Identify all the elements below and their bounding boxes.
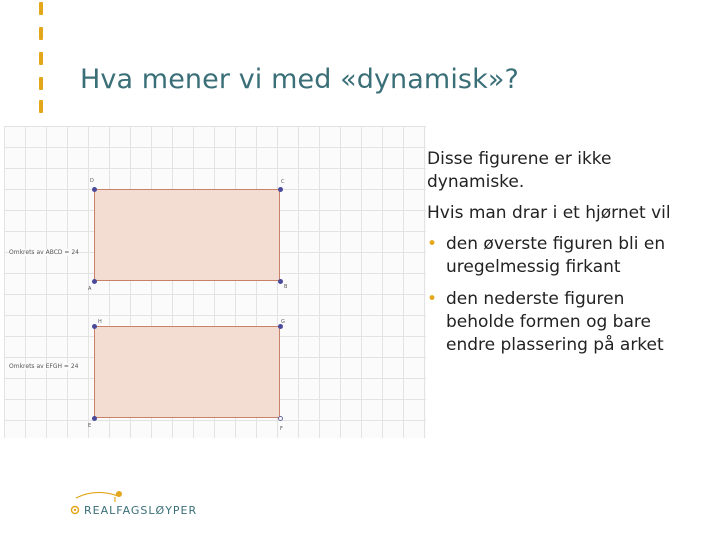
perimeter-efgh: Omkrets av EFGH = 24 (9, 363, 79, 370)
rectangle-abcd (94, 189, 280, 281)
list-item: • den nederste figuren beholde formen og bare endre plassering på arket (427, 289, 664, 355)
point-d (92, 187, 97, 192)
label-a: A (88, 286, 92, 292)
label-e: E (88, 423, 92, 429)
slide-body (427, 148, 682, 366)
rectangle-efgh (94, 326, 280, 418)
list-item: • den øverste figuren bli en uregelmessig firkant (427, 234, 666, 277)
label-g: G (281, 319, 285, 325)
bullet-icon: • (427, 234, 438, 254)
label-h: H (98, 319, 102, 325)
intro-text: Disse figurene er ikke dynamiske. (427, 149, 612, 192)
perimeter-abcd: Omkrets av ABCD = 24 (9, 249, 79, 256)
point-f (278, 416, 283, 421)
geogebra-screenshot (4, 126, 426, 438)
point-h (92, 324, 97, 329)
label-b: B (284, 284, 288, 290)
bullet-list (427, 233, 682, 357)
logo-text: REALFAGSLØYPER (84, 504, 198, 517)
point-a (92, 279, 97, 284)
point-c (278, 187, 283, 192)
label-d: D (90, 178, 94, 184)
lead-text: Hvis man drar i et hjørnet vil (427, 203, 671, 223)
label-c: C (281, 179, 285, 185)
label-f: F (280, 426, 283, 432)
bullet-icon: • (427, 289, 438, 309)
point-b (278, 279, 283, 284)
slide-title: Hva mener vi med «dynamisk»? (80, 64, 519, 95)
point-e (92, 416, 97, 421)
accent-bar (39, 0, 43, 112)
